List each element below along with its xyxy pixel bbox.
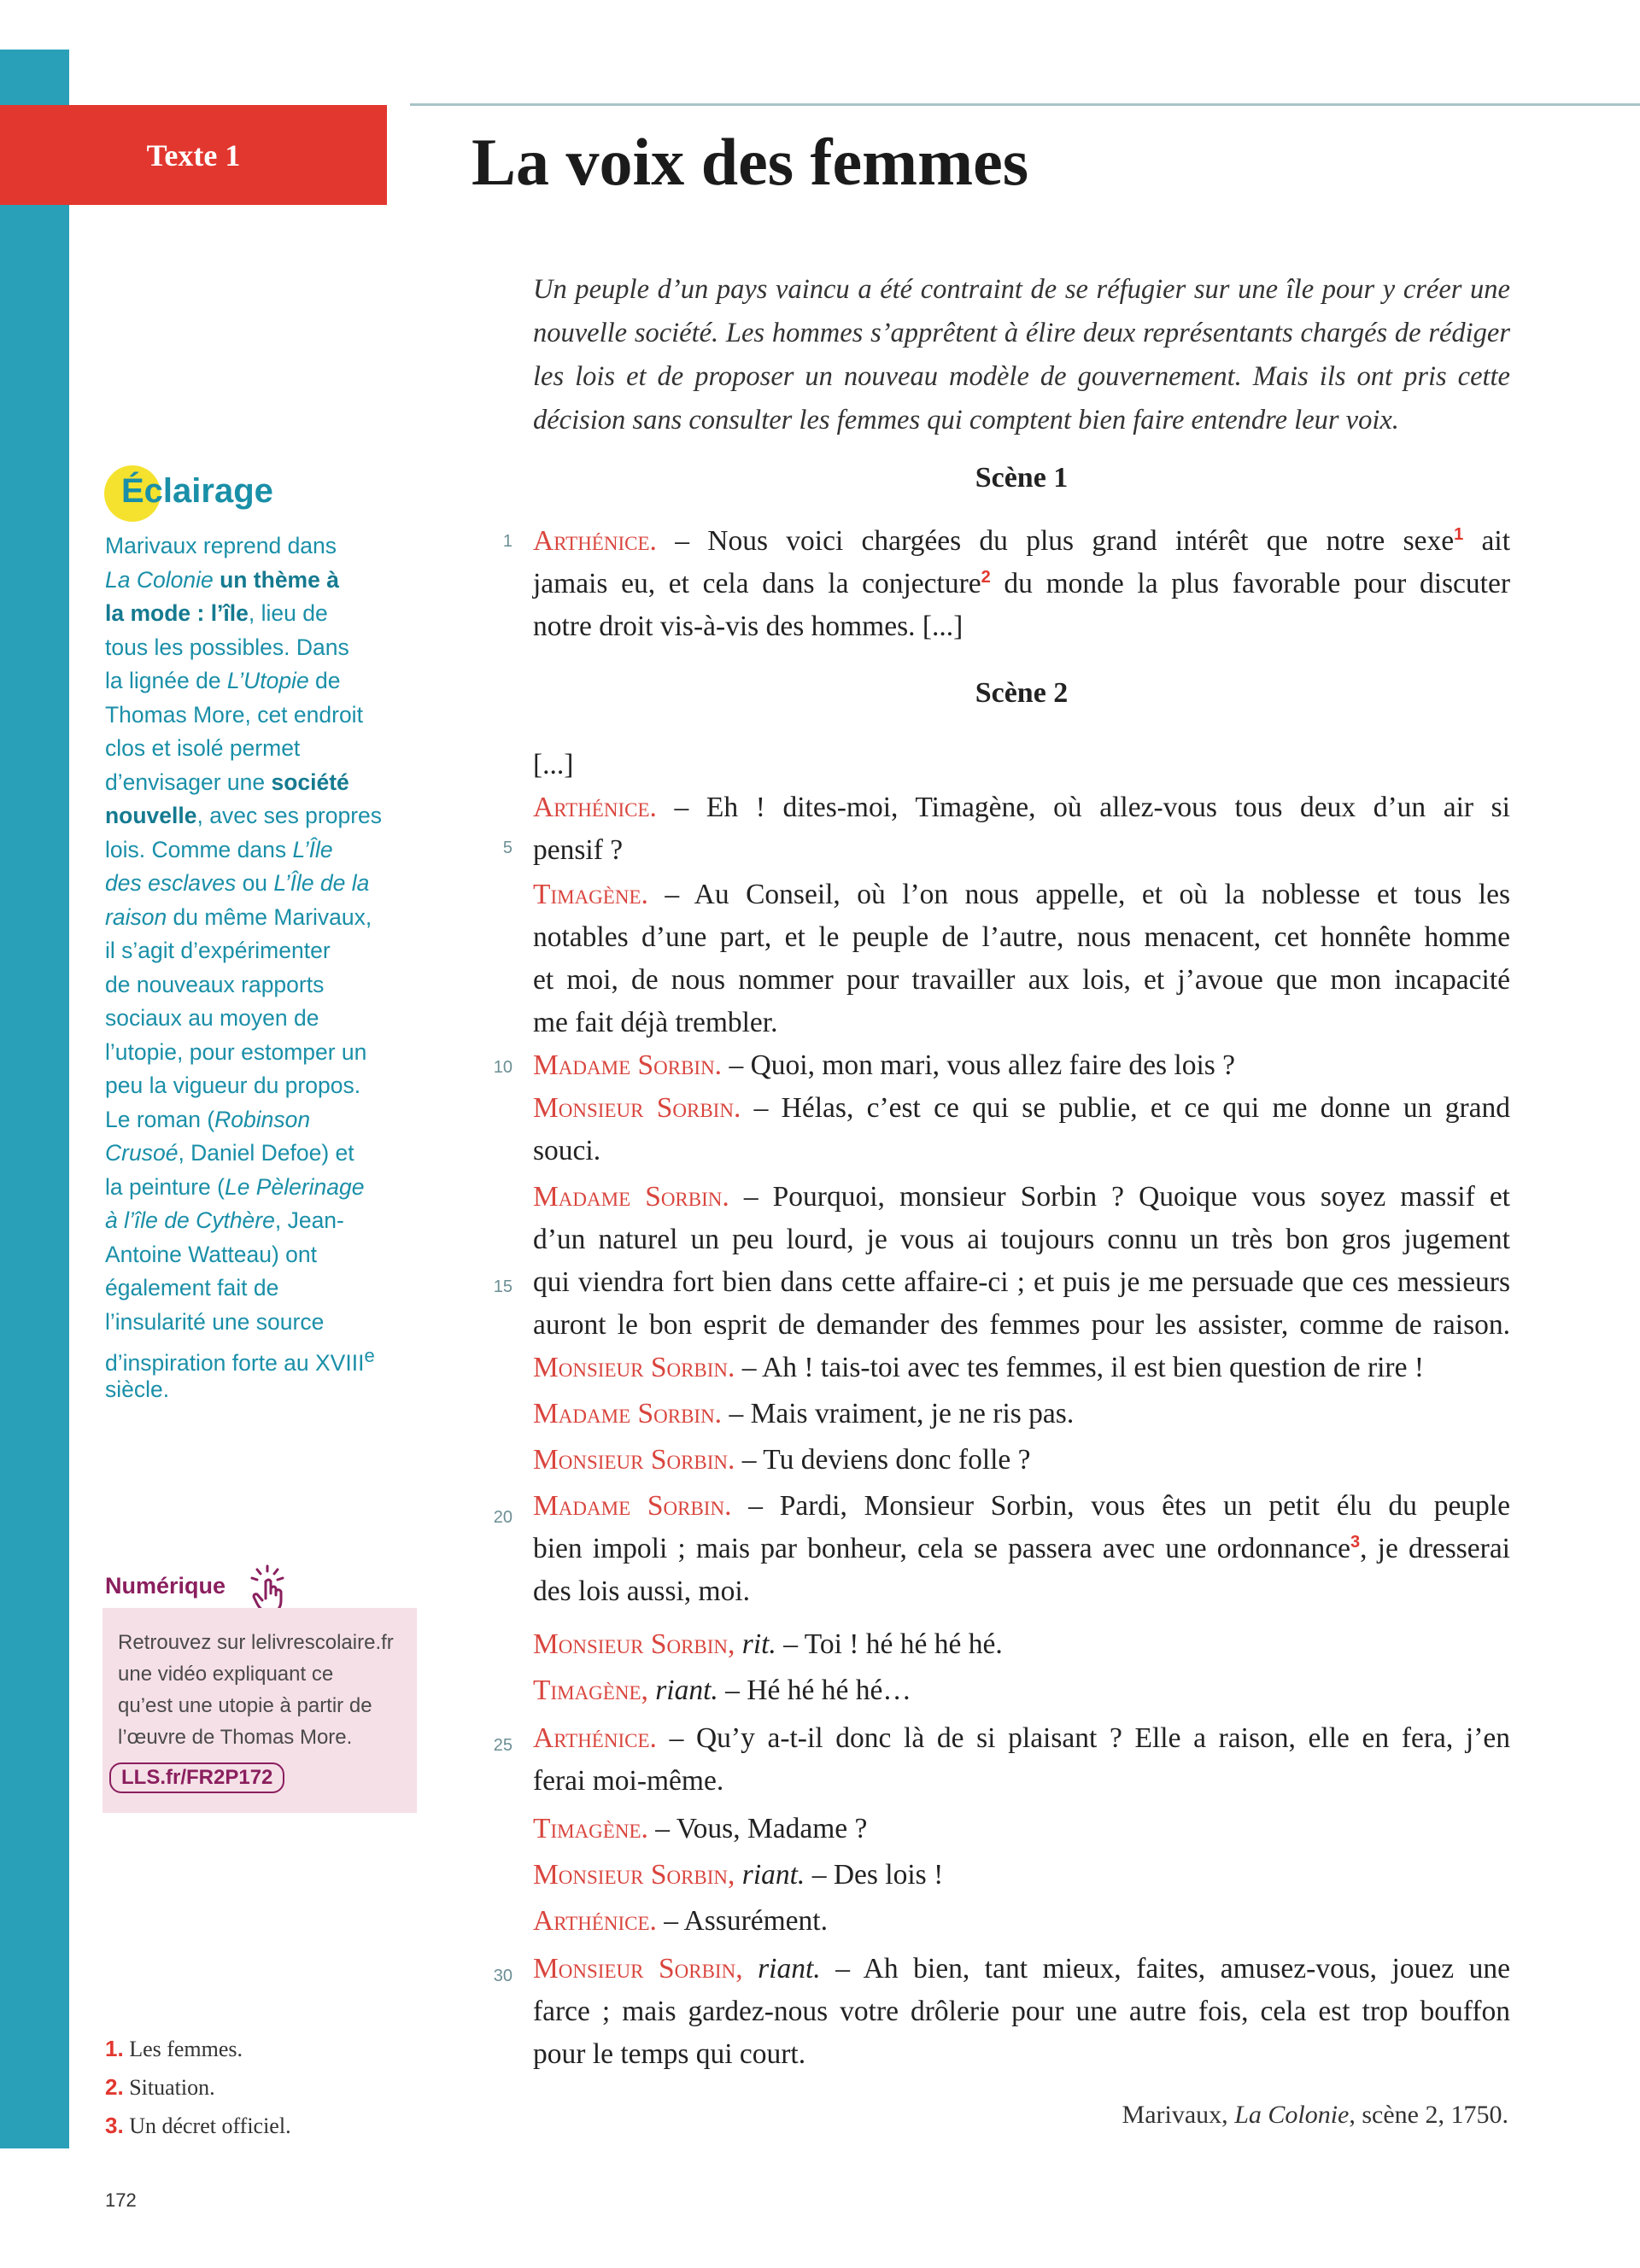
play-line: Arthénice. – Qu’y a-t-il donc là de si plaisant ? Elle a raison, elle en fera, j’en: [533, 1722, 1510, 1754]
footnotes: [105, 2030, 291, 2145]
line-number: 5: [502, 839, 512, 857]
play-line: d’un naturel un peu lourd, je vous ai toujours connu un très bon gros jugement: [533, 1224, 1510, 1255]
intro-paragraph: Un peuple d’un pays vaincu a été contraint de se réfugier sur une île pour y créer une nouvelle société. Les hommes s’apprêtent à élire deux représentants chargés de rédiger les lois et de proposer un nouveau modèle de gouvernement. Mais ils ont pris cette décision sans consulter les femmes qui comptent bien faire entendre leur voix.: [533, 274, 1510, 435]
text-number-label: Texte 1: [146, 137, 241, 172]
footnote: 1. Les femmes.: [105, 2036, 243, 2061]
play-line: Monsieur Sorbin. – Tu deviens donc folle ?: [533, 1444, 1031, 1476]
speaker-name: Monsieur Sorbin,: [533, 1953, 743, 1984]
speaker-name: Monsieur Sorbin.: [533, 1444, 735, 1476]
footnote-marker: 3: [1350, 1532, 1361, 1552]
speaker-name: Monsieur Sorbin.: [533, 1092, 741, 1124]
play-line: pensif ?: [533, 834, 624, 866]
play-line: farce ; mais gardez-nous votre drôlerie pour une autre fois, cela est trop bouffon: [533, 1996, 1510, 2027]
eclairage-line: Marivaux reprend dans: [105, 533, 337, 558]
speaker-name: Madame Sorbin.: [533, 1049, 723, 1081]
footnote: 3. Un décret officiel.: [105, 2113, 291, 2138]
eclairage-line: Le roman (Robinson: [105, 1106, 311, 1132]
play-line: me fait déjà trembler.: [533, 1007, 778, 1038]
eclairage-line: la peinture (Le Pèlerinage: [105, 1173, 365, 1200]
play-line: et moi, de nous nommer pour travailler aux lois, et j’avoue que mon incapacité: [533, 964, 1510, 996]
eclairage-line: raison du même Marivaux,: [105, 903, 372, 930]
play-line: pour le temps qui court.: [533, 2038, 806, 2070]
eclairage-line: l’insularité une source: [105, 1308, 325, 1335]
speaker-name: Madame Sorbin.: [533, 1181, 729, 1213]
eclairage-line: la mode : l’île, lieu de: [105, 600, 328, 626]
footnote-marker: 1: [1454, 524, 1464, 544]
numerique-text: Retrouvez sur lelivrescolaire.fr une vidéo expliquant ce qu’est une utopie à partir de l’œuvre de Thomas More.: [118, 1631, 394, 1749]
eclairage-line: l’utopie, pour estomper un: [105, 1038, 367, 1065]
footnote-marker: 2: [981, 567, 991, 587]
play-line: Timagène. – Au Conseil, où l’on nous appelle, et où la noblesse et tous les: [533, 879, 1510, 910]
numerique-label: Numérique: [105, 1573, 226, 1599]
play-line: [...]: [533, 749, 574, 780]
line-number: 10: [493, 1058, 512, 1077]
eclairage-line: sociaux au moyen de: [105, 1005, 319, 1031]
eclairage-line: clos et isolé permet: [105, 735, 301, 761]
eclairage-line: il s’agit d’expérimenter: [105, 938, 331, 963]
line-number: 25: [493, 1736, 512, 1755]
page-title: La voix des femmes: [472, 125, 1029, 199]
source-citation: Marivaux, La Colonie, scène 2, 1750.: [1122, 2101, 1508, 2129]
eclairage-line: également fait de: [105, 1275, 279, 1301]
eclairage-line: d’envisager une société: [105, 769, 349, 795]
line-number: 1: [502, 532, 512, 551]
eclairage-line: la lignée de L’Utopie de: [105, 668, 341, 693]
eclairage-line: tous les possibles. Dans: [105, 634, 349, 660]
speaker-name: Arthénice.: [533, 792, 657, 823]
play-line: notre droit vis-à-vis des hommes. [...]: [533, 611, 964, 642]
stage-direction: rit.: [735, 1628, 776, 1660]
play-line: Timagène. – Vous, Madame ?: [533, 1813, 868, 1844]
play-line: Arthénice. – Eh ! dites-moi, Timagène, où allez-vous tous deux d’un air si: [533, 792, 1510, 823]
play-line: auront le bon esprit de demander des femmes pour les assister, comme de raison.: [533, 1309, 1510, 1341]
speaker-name: Monsieur Sorbin.: [533, 1352, 735, 1383]
play-line: qui viendra fort bien dans cette affaire-ci ; et puis je me persuade que ces messieurs: [533, 1266, 1510, 1298]
speaker-name: Madame Sorbin.: [533, 1490, 732, 1522]
play-line: Monsieur Sorbin, rit. – Toi ! hé hé hé hé.: [533, 1628, 1003, 1660]
line-number: 20: [493, 1508, 512, 1527]
speaker-name: Arthénice.: [533, 1905, 657, 1937]
speaker-name: Monsieur Sorbin,: [533, 1628, 735, 1660]
play-line: Timagène, riant. – Hé hé hé hé…: [533, 1675, 911, 1706]
eclairage-line: La Colonie un thème à: [105, 566, 339, 593]
play-line: Monsieur Sorbin. – Hélas, c’est ce qui se publie, et ce qui me donne un grand: [533, 1092, 1510, 1124]
speaker-name: Arthénice.: [533, 1722, 657, 1754]
scene-2-title: Scène 2: [975, 677, 1069, 709]
top-rule: [410, 103, 1640, 106]
footnote: 2. Situation.: [105, 2074, 215, 2100]
line-number: 15: [493, 1277, 512, 1296]
scene-1-title: Scène 1: [975, 462, 1069, 494]
play-line: Madame Sorbin. – Quoi, mon mari, vous allez faire des lois ?: [533, 1049, 1236, 1081]
stage-direction: riant.: [735, 1859, 805, 1891]
eclairage-line: Crusoé, Daniel Defoe) et: [105, 1140, 354, 1166]
text-number-tab: [0, 105, 387, 205]
play-line: jamais eu, et cela dans la conjecture$^2$ du monde la plus favorable pour discuter: [533, 567, 1511, 599]
eclairage-line: de nouveaux rapports: [105, 971, 325, 997]
eclairage-line: à l’île de Cythère, Jean-: [105, 1207, 344, 1233]
eclairage-line: des esclaves ou L’Île de la: [105, 870, 370, 896]
play-line: ferai moi-même.: [533, 1765, 724, 1797]
eclairage-text: [105, 529, 413, 1406]
eclairage-line: nouvelle, avec ses propres: [105, 803, 383, 828]
eclairage-title: Éclairage: [121, 472, 273, 510]
play-line: Madame Sorbin. – Pourquoi, monsieur Sorbin ? Quoique vous soyez massif et: [533, 1181, 1510, 1213]
side-color-bar: [0, 50, 69, 2148]
play-line: Arthénice. – Nous voici chargées du plus grand intérêt que notre sexe$^1$ ait: [533, 524, 1510, 557]
play-line: notables d’une part, et le peuple de l’autre, nous menacent, cet honnête homme: [533, 921, 1510, 953]
play-line: souci.: [533, 1135, 601, 1166]
speaker-name: Timagène.: [533, 879, 648, 910]
play-line: des lois aussi, moi.: [533, 1575, 751, 1607]
play-line: Monsieur Sorbin, riant. – Des lois !: [533, 1859, 944, 1891]
eclairage-line: Thomas More, cet endroit: [105, 701, 363, 728]
play-line: Madame Sorbin. – Pardi, Monsieur Sorbin, vous êtes un petit élu du peuple: [533, 1490, 1510, 1522]
page-number: 172: [105, 2189, 137, 2211]
play-line: Arthénice. – Assurément.: [533, 1905, 828, 1937]
speaker-name: Timagène.: [533, 1813, 648, 1844]
eclairage-line: peu la vigueur du propos.: [105, 1073, 361, 1098]
speaker-name: Timagène,: [533, 1675, 648, 1706]
line-number: 30: [493, 1967, 512, 1985]
stage-direction: riant.: [742, 1953, 821, 1984]
play-line: bien impoli ; mais par bonheur, cela se passera avec une ordonnance$^3$, je dresserai: [533, 1532, 1510, 1564]
eclairage-line: siècle.: [105, 1376, 170, 1402]
play-line: Madame Sorbin. – Mais vraiment, je ne ris pas.: [533, 1398, 1075, 1429]
eclairage-line: lois. Comme dans L’Île: [105, 836, 333, 862]
eclairage-line: d’inspiration forte au XVIIIe: [105, 1345, 375, 1376]
stage-direction: riant.: [647, 1675, 718, 1706]
play-line: Monsieur Sorbin, riant. – Ah bien, tant mieux, faites, amusez-vous, jouez une: [533, 1953, 1510, 1984]
play-line: Monsieur Sorbin. – Ah ! tais-toi avec tes femmes, il est bien question de rire !: [533, 1352, 1424, 1383]
speaker-name: Madame Sorbin.: [533, 1398, 723, 1429]
numerique-link[interactable]: LLS.fr/FR2P172: [109, 1762, 284, 1793]
eclairage-line: Antoine Watteau) ont: [105, 1241, 317, 1267]
speaker-name: Arthénice.: [533, 525, 657, 557]
speaker-name: Monsieur Sorbin,: [533, 1859, 735, 1891]
